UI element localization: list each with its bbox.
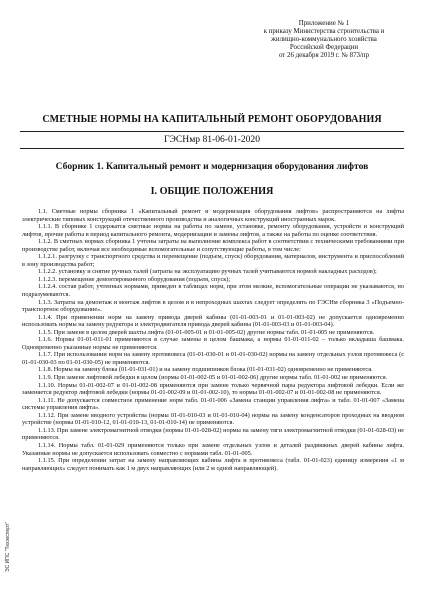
paragraph: 1.1.8. Нормы на замену блока (01-01-031-01) и на замену подшипников блока (01-01-031-02) одновременно не применяются.: [38, 366, 373, 374]
vertical-watermark: [1, 504, 11, 594]
paragraph: 1.1.4. При применении норм на замену привода дверей кабины (01-01-003-01 и 01-01-003-02) не допускается одновременно использовать нормы на замену редуктора и электродвигателя привода дверей кабины (01-01-003-03 и 01-01-003-04).: [22, 313, 404, 329]
annex-line: Приложение № 1: [298, 20, 350, 27]
paragraph: 1.1.2.4. состав работ, учтенных нормами, приведен в таблицах норм, при этом мелкие, вспомогательные операции не указываются, но подразумеваются.: [22, 283, 404, 299]
paragraph: 1.1.3. Затраты на демонтаж и монтаж лифтов в целом и в непроходных шахтах следует определять по ГЭСНм сборника 3 «Подъемно-транспортное оборудование».: [22, 298, 404, 314]
document-title: СМЕТНЫЕ НОРМЫ НА КАПИТАЛЬНЫЙ РЕМОНТ ОБОРУДОВАНИЯ: [42, 114, 382, 125]
paragraph: 1.1.5. При замене в целом дверей шахты лифта (01-01-005-01 и 01-01-005-02) другие нормы табл. 01-01-005 не применяются.: [38, 328, 375, 336]
paragraph: 1.1.1. В сборнике 1 содержатся сметные нормы на работы по замене, установке, ремонту оборудования, устройств и конструкций лифтов, прочие работы в период капитального ремонта, модернизации и замены лифтов, а также на работы по оценке соответствия.: [22, 223, 404, 238]
divider-line: [20, 131, 404, 132]
watermark-text: ЭС ИПС "Техэксперт": [5, 521, 11, 573]
paragraph: 1.1. Сметные нормы сборника 1 «Капитальный ремонт и модернизация оборудования лифтов» распространяются на лифты электрические типовых конструкций отечественного производства и аналогичных конструкций иностранных марок.: [22, 208, 404, 223]
annex-line: жилищно-коммунального хозяйства: [271, 36, 377, 44]
paragraph: 1.1.11. Не допускается совместное применение норм табл. 01-01-006 «Замена станции управления лифта» и табл. 01-01-007 «Замена системы управления лифта».: [22, 396, 404, 412]
divider-line: [20, 148, 404, 149]
annex-line: к приказу Министерства строительства и: [263, 28, 385, 36]
paragraph: 1.1.14. Нормы табл. 01-01-029 применяются только при замене отдельных узлов и деталей раздвижных дверей кабины лифта. Указанные нормы не допускается использовать совместно с нормами табл. 01-01-005.: [22, 441, 404, 457]
paragraph: 1.1.2.3. перемещение демонтированного оборудования (подъем, спуск);: [38, 275, 231, 283]
paragraph: 1.1.2. В сметных нормах сборника 1 учтены затраты на выполнение комплекса работ в соответствии с техническими требованиями при производстве работ, включая все необходимые вспомогательные и сопутствующие работы, в том числе:: [22, 238, 404, 253]
paragraph: 1.1.2.1. разгрузку с транспортного средства и перемещение (подъем, спуск) оборудования, материалов, инструмента и приспособлений в зону производства работ;: [22, 253, 404, 268]
body-text: [22, 208, 404, 472]
annex-line: Российской Федерации: [289, 44, 359, 52]
annex-block: [236, 20, 412, 60]
paragraph: 1.1.7. При использовании норм на замену противовеса (01-01-030-01 и 01-01-030-02) нормы на замену отдельных узлов противовеса (с 01-01-030-03 по 01-01-030-05) не применяются.: [22, 351, 404, 366]
paragraph: 1.1.15. При определении затрат на замену направляющих кабины лифта и противовеса (табл. 01-01-023) единицу измерения «1 м направляющих» следует понимать как 1 м двух направляющих (или 2 м одной направляющей).: [22, 457, 404, 472]
document-code: ГЭСНмр 81-06-01-2020: [163, 134, 261, 145]
collection-title: Сборник 1. Капитальный ремонт и модернизация оборудования лифтов: [55, 161, 369, 172]
paragraph: 1.1.9. При замене лифтовой лебедки в целом (нормы 01-01-002-05 и 01-01-002-06) другие нормы табл. 01-01-002 не применяются.: [38, 374, 388, 382]
paragraph: 1.1.2.2. установку и снятие ручных талей (затраты на эксплуатацию ручных талей учитываются нормой накладных расходов);: [38, 268, 377, 276]
paragraph: 1.1.6. Нормы 01-01-011-01 применяются в случае замены в целом башмака, а нормы 01-01-011-02 – только вкладыша башмака. Одновременно указанные нормы не применяются.: [22, 336, 404, 351]
section-heading: I. ОБЩИЕ ПОЛОЖЕНИЯ: [150, 186, 274, 197]
paragraph: 1.1.10. Нормы 01-01-002-07 и 01-01-002-08 применяются при замене только червячной пары редуктора лифтовой лебедки. Если же заменяется редуктор лифтовой лебедки (нормы 01-01-002-09 и 01-01-002-10), то нормы 01-01-002-07 и 01-01-002-08 не применяются.: [22, 381, 404, 397]
paragraph: 1.1.13. При замене электромагнитной отводки (нормы 01-01-028-02) нормы на замену тяги электромагнитной отводки (01-01-028-03) не применяются.: [22, 426, 404, 442]
paragraph: 1.1.12. При замене вводного устройства (нормы 01-01-010-03 и 01-01-010-04) нормы на замену конденсаторов проходных на вводном устройстве (нормы 01-01-010-12, 01-01-010-13, 01-01-010-14) не применяются.: [22, 411, 404, 427]
annex-line: от 26 декабря 2019 г. № 873/пр: [278, 52, 370, 60]
